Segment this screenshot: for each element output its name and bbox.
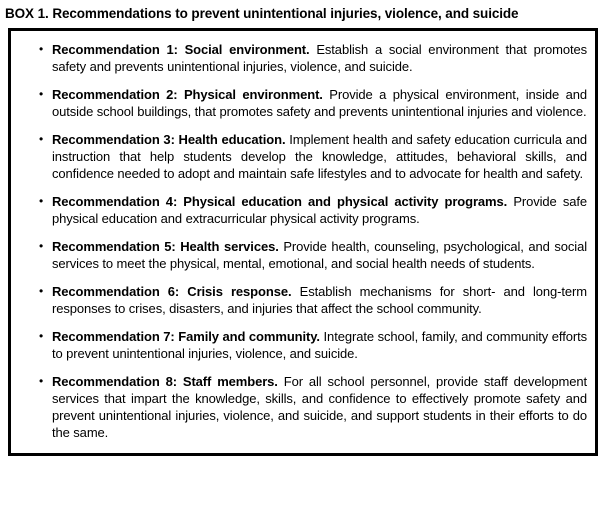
recommendation-text: For all school personnel, provide staff development services that impart the knowledge, skills, and confidence to effectively promote safety and prevent unintentional injuries, violence, and suicide, and support students in their efforts to do the same. (52, 374, 587, 440)
recommendation-item-4 (11, 193, 587, 227)
recommendation-lead: Recommendation 4: Physical education and physical activity programs. (52, 194, 508, 209)
bullet-icon: • (39, 284, 44, 298)
recommendation-item-2 (11, 86, 587, 120)
bullet-icon: • (39, 239, 44, 253)
recommendation-item-1 (11, 41, 587, 75)
recommendation-text: Provide safe physical education and extracurricular physical activity programs. (52, 194, 588, 226)
bullet-icon: • (39, 132, 44, 146)
recommendations-list (11, 41, 587, 441)
document-page (0, 6, 607, 456)
recommendation-text: Integrate school, family, and community efforts to prevent unintentional injuries, violence, and suicide. (52, 329, 587, 361)
recommendation-text: Establish a social environment that promotes safety and prevents unintentional injuries, violence, and suicide. (52, 42, 588, 74)
recommendation-text: Provide a physical environment, inside and outside school buildings, that promotes safety and prevents unintentional injuries and violence. (52, 87, 587, 119)
recommendation-lead: Recommendation 1: Social environment. (52, 42, 310, 57)
recommendation-text: Implement health and safety education curricula and instruction that help students develop the knowledge, attitudes, behavioral skills, and confidence needed to adopt and maintain safe lifestyles and to advocate for health and safety. (52, 132, 588, 181)
recommendation-item-7 (11, 328, 587, 362)
recommendation-lead: Recommendation 5: Health services. (52, 239, 279, 254)
recommendation-lead: Recommendation 7: Family and community. (52, 329, 320, 344)
recommendation-item-8 (11, 373, 587, 441)
recommendation-lead: Recommendation 2: Physical environment. (52, 87, 323, 102)
recommendation-item-5 (11, 238, 587, 272)
bullet-icon: • (39, 329, 44, 343)
recommendation-lead: Recommendation 6: Crisis response. (52, 284, 292, 299)
bullet-icon: • (39, 374, 44, 388)
bullet-icon: • (39, 42, 44, 56)
bullet-icon: • (39, 194, 44, 208)
box-title: BOX 1. Recommendations to prevent unintentional injuries, violence, and suicide (5, 6, 519, 21)
recommendation-item-6 (11, 283, 587, 317)
recommendation-text: Establish mechanisms for short- and long-term responses to crises, disasters, and injuries that affect the school community. (52, 284, 587, 316)
bullet-icon: • (39, 87, 44, 101)
recommendation-item-3 (11, 131, 587, 182)
recommendation-lead: Recommendation 3: Health education. (52, 132, 286, 147)
recommendation-lead: Recommendation 8: Staff members. (52, 374, 278, 389)
recommendation-text: Provide health, counseling, psychological, and social services to meet the physical, mental, emotional, and social health needs of students. (52, 239, 587, 271)
recommendations-box (8, 28, 598, 456)
